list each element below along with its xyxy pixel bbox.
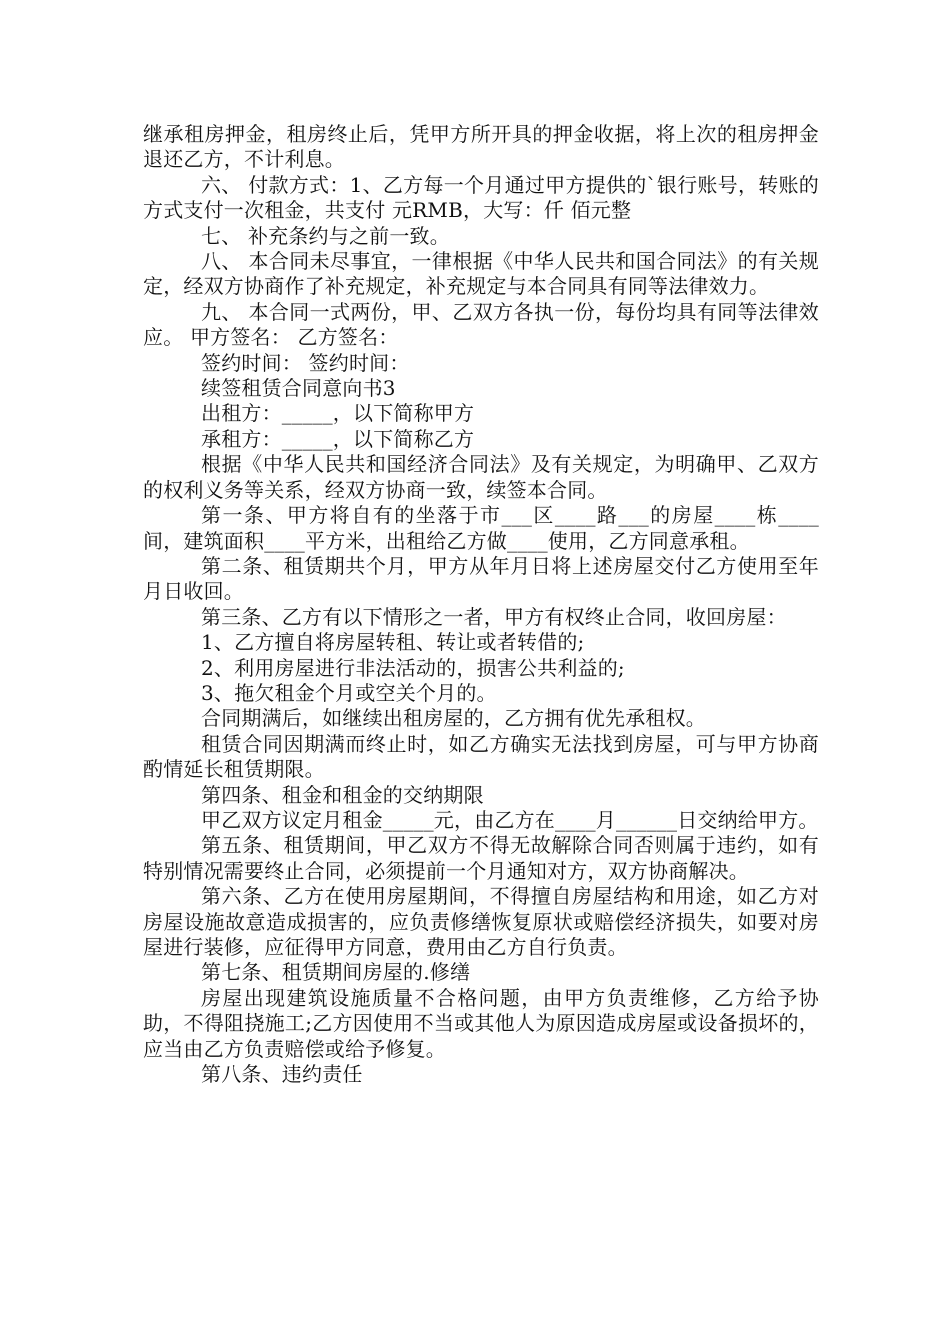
- paragraph: 第六条、乙方在使用房屋期间，不得擅自房屋结构和用途，如乙方对房屋设施故意造成损害的，应负责修缮恢复原状或赔偿经济损失，如要对房屋进行装修，应征得甲方同意，费用由乙方自行负责。: [143, 884, 819, 959]
- paragraph: 第五条、租赁期间，甲乙双方不得无故解除合同否则属于违约，如有特别情况需要终止合同，必须提前一个月通知对方，双方协商解决。: [143, 833, 819, 883]
- paragraph: 根据《中华人民共和国经济合同法》及有关规定，为明确甲、乙双方的权利义务等关系，经双方协商一致，续签本合同。: [143, 452, 819, 502]
- paragraph: 六、 付款方式：1、乙方每一个月通过甲方提供的`银行账号，转账的方式支付一次租金，共支付 元RMB，大写：仟 佰元整: [143, 172, 819, 223]
- paragraph: 1、乙方擅自将房屋转租、转让或者转借的;: [201, 630, 585, 655]
- paragraph: 3、拖欠租金个月或空关个月的。: [201, 680, 497, 705]
- paragraph: 2、利用房屋进行非法活动的，损害公共利益的;: [201, 655, 625, 680]
- paragraph: 第一条、甲方将自有的坐落于市___区____路___的房屋____栋____间，建筑面积____平方米，出租给乙方做____使用，乙方同意承租。: [143, 503, 819, 553]
- paragraph: 甲乙双方议定月租金_____元，由乙方在____月______日交纳给甲方。: [201, 807, 819, 832]
- paragraph: 出租方：_____，以下简称甲方: [201, 401, 475, 426]
- paragraph: 租赁合同因期满而终止时，如乙方确实无法找到房屋，可与甲方协商酌情延长租赁期限。: [143, 731, 819, 782]
- document-body: [143, 122, 819, 1087]
- paragraph: 房屋出现建筑设施质量不合格问题，由甲方负责维修，乙方给予协助，不得阻挠施工;乙方因使用不当或其他人为原因造成房屋或设备损坏的，应当由乙方负责赔偿或给予修复。: [143, 985, 819, 1061]
- paragraph: 八、 本合同未尽事宜，一律根据《中华人民共和国合同法》的有关规定，经双方协商作了补充规定，补充规定与本合同具有同等法律效力。: [143, 249, 819, 299]
- paragraph: 第二条、租赁期共个月，甲方从年月日将上述房屋交付乙方使用至年月日收回。: [143, 553, 819, 604]
- paragraph: 第三条、乙方有以下情形之一者，甲方有权终止合同，收回房屋：: [201, 604, 787, 629]
- paragraph: 第八条、违约责任: [201, 1062, 363, 1087]
- paragraph: 九、 本合同一式两份，甲、乙双方各执一份，每份均具有同等法律效应。 甲方签名： 乙方签名：: [143, 299, 819, 350]
- paragraph: 合同期满后，如继续出租房屋的，乙方拥有优先承租权。: [201, 706, 706, 731]
- paragraph: 第七条、租赁期间房屋的.修缮: [201, 960, 471, 985]
- paragraph: 签约时间： 签约时间：: [201, 350, 410, 375]
- paragraph: 续签租赁合同意向书3: [201, 376, 396, 401]
- paragraph: 第四条、租金和租金的交纳期限: [201, 782, 484, 807]
- paragraph: 承租方：_____，以下简称乙方: [201, 426, 475, 451]
- paragraph: 继承租房押金，租房终止后，凭甲方所开具的押金收据，将上次的租房押金退还乙方，不计利息。: [143, 122, 819, 172]
- paragraph: 七、 补充条约与之前一致。: [201, 223, 450, 248]
